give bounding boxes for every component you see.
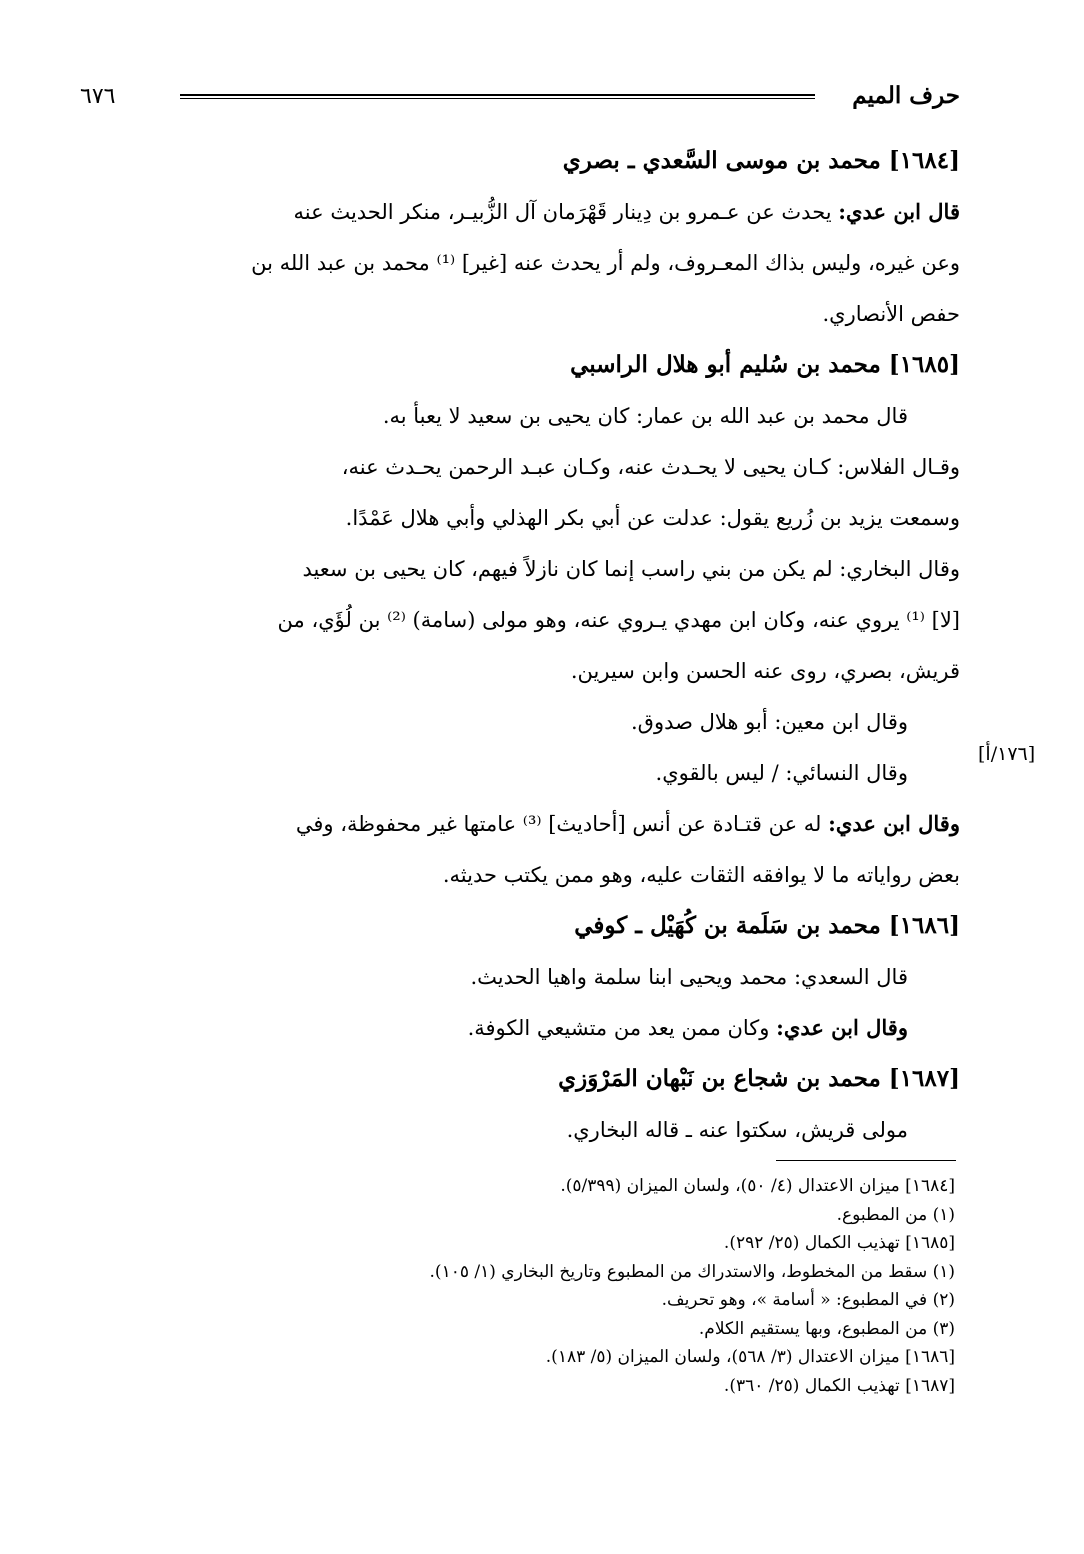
footnotes: [240, 1172, 955, 1400]
text-line: [78, 1005, 960, 1056]
text-line: وسمعت يزيد بن زُريع يقول: عدلت عن أبي بكر الهذلي وأبي هلال عَمْدًا.: [345, 506, 960, 530]
text-line: وقـال الفلاس: كـان يحيى لا يحـدث عنه، وكـان عبـد الرحمن يحـدث عنه،: [341, 455, 960, 479]
text-line: [78, 801, 960, 852]
text-line: قال السعدي: محمد ويحيى ابنا سلمة واهيا الحديث.: [470, 965, 908, 989]
entry-title: [١٦٨٤] محمد بن موسى السَّعدي ـ بصري: [562, 147, 960, 174]
text-line: مولى قريش، سكتوا عنه ـ قاله البخاري.: [566, 1118, 908, 1142]
page-number: ٦٧٦: [80, 84, 116, 109]
text-line: وقال ابن معين: أبو هلال صدوق.: [630, 710, 908, 734]
text-line: [لا] ⁽¹⁾ يروي عنه، وكان ابن مهدي يـروي عنه، وهو مولى (سامة) ⁽²⁾ بن لُؤَي، من: [277, 608, 960, 632]
line-text: يحدث عن عـمرو بن دِينار قَهْرَمان آل الزُّبيـر، منكر الحديث عنه: [293, 200, 839, 224]
running-head-title: حرف الميم: [852, 82, 960, 109]
text-line: وعن غيره، وليس بذاك المعـروف، ولم أر يحدث عنه [غير] ⁽¹⁾ محمد بن عبد الله بن: [251, 251, 960, 275]
text-line: حفص الأنصاري.: [822, 302, 960, 326]
page-header: [80, 78, 960, 118]
footnote: (٢) في المطبوع: « أسامة »، وهو تحريف.: [661, 1290, 955, 1310]
text-line: بعض رواياته ما لا يوافقه الثقات عليه، وهو ممن يكتب حديثه.: [442, 863, 960, 887]
footnote: (١) سقط من المخطوط، والاستدراك من المطبوع وتاريخ البخاري (١/ ١٠٥).: [429, 1261, 955, 1282]
line-text: له عن قتـادة عن أنس [أحاديث] ⁽³⁾ عامتها غير محفوظة، وفي: [295, 812, 829, 836]
lead-phrase: وقال ابن عدي:: [828, 811, 960, 836]
footnote-separator: [776, 1160, 956, 1161]
lead-phrase: وقال ابن عدي:: [776, 1015, 908, 1040]
lead-phrase: قال ابن عدي:: [838, 199, 960, 224]
footnote: (١) من المطبوع.: [836, 1204, 955, 1225]
line-text: وكان ممن يعد من متشيعي الكوفة.: [467, 1016, 777, 1040]
text-line: وقال البخاري: لم يكن من بني راسب إنما كان نازلاً فيهم، كان يحيى بن سعيد: [302, 557, 960, 581]
main-text: [78, 138, 960, 1158]
footnote: [١٦٨٤] ميزان الاعتدال (٤/ ٥٠)، ولسان الميزان (٥/٣٩٩).: [560, 1176, 955, 1196]
footnote: [١٦٨٦] ميزان الاعتدال (٣/ ٥٦٨)، ولسان الميزان (٥/ ١٨٣).: [545, 1347, 955, 1367]
margin-folio-note: [١٧٦/أ]: [978, 743, 1036, 765]
entry-title: [١٦٨٧] محمد بن شجاع بن نَبْهان المَرْوَزي: [558, 1065, 960, 1092]
footnote: [١٦٨٧] تهذيب الكمال (٢٥/ ٣٦٠).: [723, 1375, 955, 1396]
text-line: قريش، بصري، روى عنه الحسن وابن سيرين.: [570, 659, 960, 683]
text-line: وقال النسائي: / ليس بالقوي.: [655, 761, 908, 785]
footnote: [١٦٨٥] تهذيب الكمال (٢٥/ ٢٩٢).: [723, 1233, 955, 1253]
footnote: (٣) من المطبوع، وبها يستقيم الكلام.: [698, 1318, 955, 1339]
text-line: قال محمد بن عبد الله بن عمار: كان يحيى بن سعيد لا يعبأ به.: [382, 404, 908, 428]
header-rule: [180, 94, 815, 96]
entry-title: [١٦٨٥] محمد بن سُليم أبو هلال الراسبي: [570, 351, 960, 378]
text-line: [78, 189, 960, 240]
entry-title: [١٦٨٦] محمد بن سَلَمة بن كُهَيْل ـ كوفي: [574, 912, 960, 939]
